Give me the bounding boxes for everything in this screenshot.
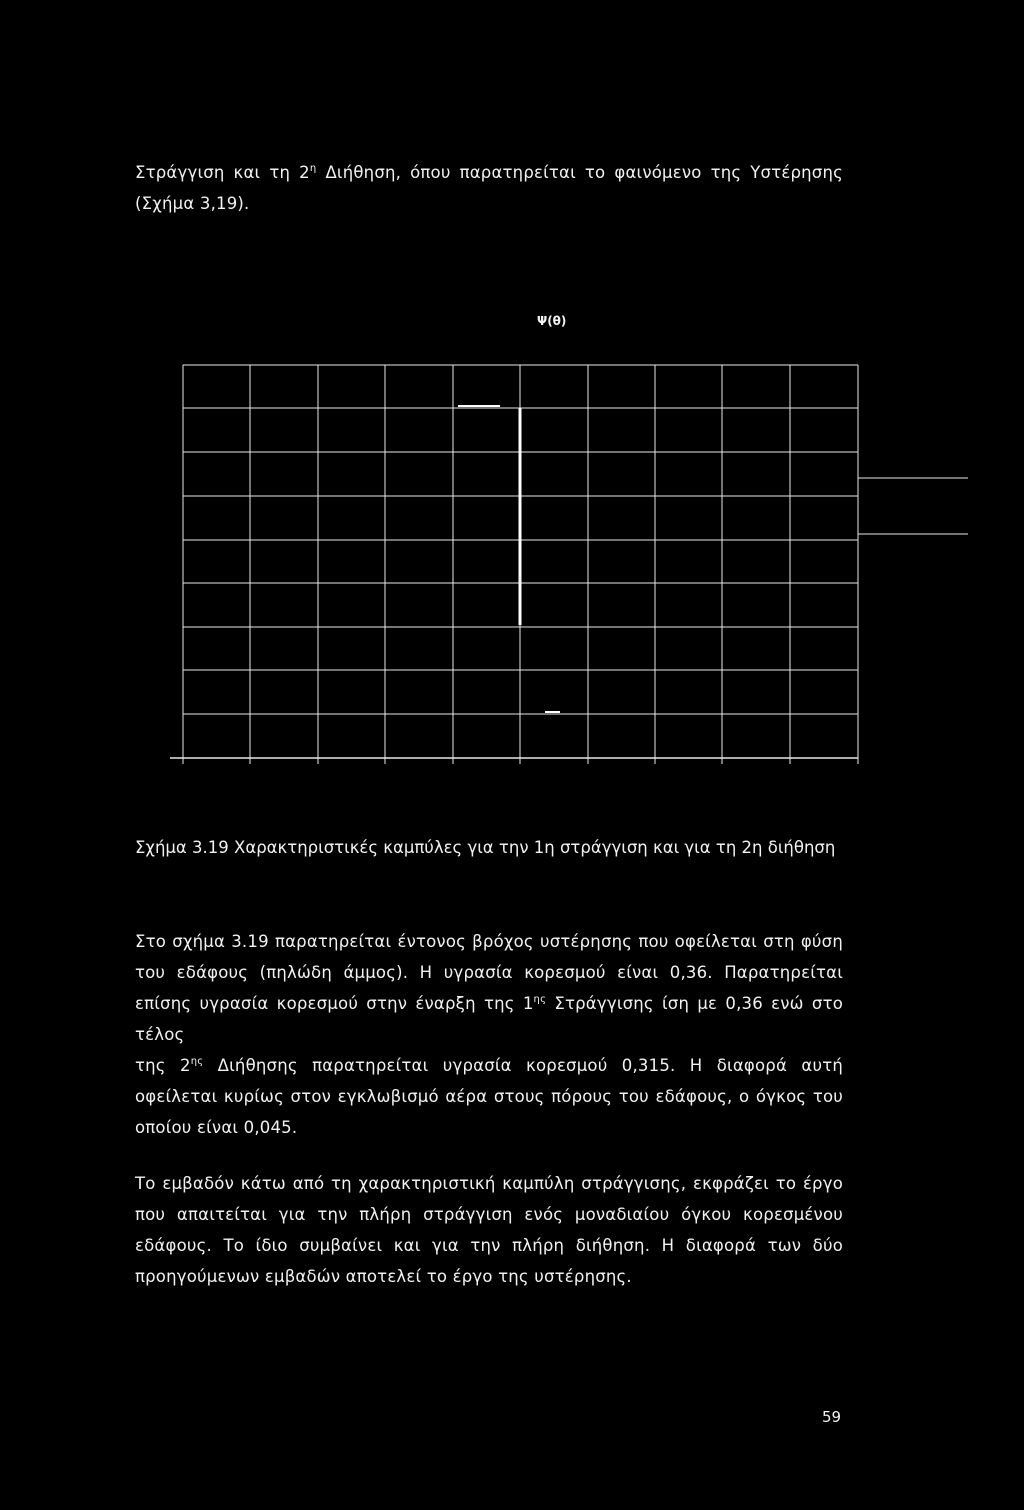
p1-line-1: Στο σχήμα 3.19 παρατηρείται έντονος βρόχος υστέρησης που οφείλεται στη φύση	[135, 932, 843, 951]
intro-paragraph	[135, 157, 843, 219]
figure-grid	[170, 365, 968, 764]
figure-axis-label: Ψ(θ)	[537, 314, 567, 328]
p1-line-6: οποίου είναι 0,045.	[135, 1118, 298, 1137]
paragraph-2	[135, 1168, 843, 1292]
p1-line-5: οφείλεται κυρίως στον εγκλωβισμό αέρα στους πόρους του εδάφους, ο όγκος του	[135, 1087, 843, 1106]
p1-line-4: της $2^{\eta\varsigma}$ Διήθησης παρατηρείται υγρασία κορεσμού 0,315. Η διαφορά αυτή	[135, 1056, 843, 1075]
p2-line-1: Το εμβαδόν κάτω από τη χαρακτηριστική καμπύλη στράγγισης, εκφράζει το έργο	[135, 1174, 843, 1193]
p1-line-2: του εδάφους (πηλώδη άμμος). Η υγρασία κορεσμού είναι 0,36. Παρατηρείται	[135, 963, 843, 982]
page-number: 59	[822, 1408, 842, 1426]
figure-caption: Σχήμα 3.19 Χαρακτηριστικές καμπύλες για την 1η στράγγιση και για τη 2η διήθηση	[135, 838, 836, 857]
p2-line-3: εδάφους. Το ίδιο συμβαίνει και για την πλήρη διήθηση. Η διαφορά των δύο	[135, 1236, 843, 1255]
p1-line-3: επίσης υγρασία κορεσμού στην έναρξη της $1^{\eta\varsigma}$ Στράγγισης ίση με 0,36 ενώ στο τέλος	[135, 994, 844, 1044]
intro-line-2: (Σχήμα 3,19).	[135, 194, 250, 213]
paragraph-1	[135, 926, 843, 1143]
p2-line-4: προηγούμενων εμβαδών αποτελεί το έργο της υστέρησης.	[135, 1267, 632, 1286]
intro-line-1: Στράγγιση και τη $2^\eta$ Διήθηση, όπου παρατηρείται το φαινόμενο της Υστέρησης	[135, 163, 843, 182]
figure-marks	[458, 406, 560, 712]
p2-line-2: που απαιτείται για την πλήρη στράγγιση ενός μοναδιαίου όγκου κορεσμένου	[135, 1205, 843, 1224]
